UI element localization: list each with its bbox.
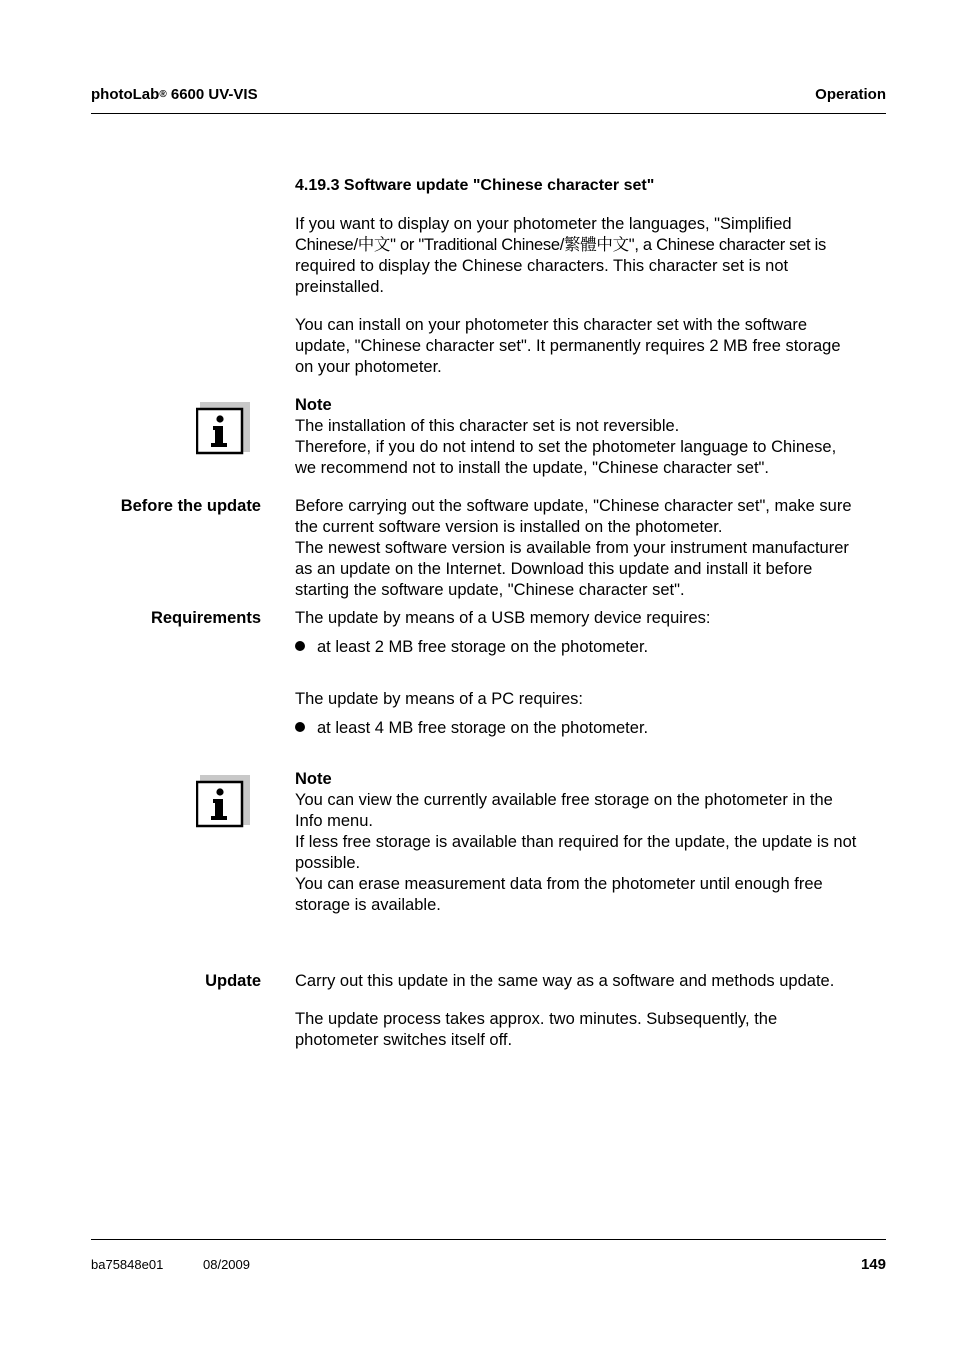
section-title: 4.19.3 Software update "Chinese character set": [295, 177, 655, 194]
bullet-icon: [295, 641, 305, 651]
text-line: preinstalled.: [295, 278, 384, 296]
text-line: required to display the Chinese characters. This character set is not: [295, 257, 789, 275]
text-line: possible.: [295, 854, 361, 872]
header-rule: [91, 113, 886, 114]
footer-date: 08/2009: [203, 1257, 250, 1272]
header-product: [91, 86, 258, 103]
text-line: The newest software version is available from your instrument manufacturer: [295, 539, 849, 557]
note-title: Note: [295, 770, 332, 788]
registered-mark: ®: [159, 89, 167, 100]
text-line: as an update on the Internet. Download this update and install it before: [295, 560, 813, 578]
footer-rule: [91, 1239, 886, 1240]
text-line: Therefore, if you do not intend to set the photometer language to Chinese,: [295, 438, 837, 456]
list-item-text: at least 4 MB free storage on the photometer.: [317, 719, 649, 737]
header-section: Operation: [815, 86, 886, 103]
text-line: The installation of this character set is not reversible.: [295, 417, 680, 435]
info-icon: [196, 402, 250, 456]
update-paragraph-2: [295, 1009, 887, 1051]
text-line: Chinese/中文" or "Traditional Chinese/繁體中文", a Chinese character set is: [295, 236, 826, 254]
update-label: Update: [205, 972, 261, 990]
list-item: [295, 718, 648, 739]
requirements-label: Requirements: [150, 609, 261, 627]
text-line: You can install on your photometer this character set with the software: [295, 316, 808, 334]
text-line: Before carrying out the software update, "Chinese character set", make sure: [295, 497, 852, 515]
before-update-label: Before the update: [120, 497, 261, 515]
intro-paragraph-1: [295, 214, 887, 298]
text-line: on your photometer.: [295, 358, 442, 376]
text-line: we recommend not to install the update, "Chinese character set".: [295, 459, 769, 477]
note-1: [295, 395, 887, 479]
text-line: You can erase measurement data from the photometer until enough free: [295, 875, 823, 893]
text-line: You can view the currently available free storage on the photometer in the: [295, 791, 833, 809]
text-line: starting the software update, "Chinese character set".: [295, 581, 685, 599]
text-line: update, "Chinese character set". It permanently requires 2 MB free storage: [295, 337, 841, 355]
before-update-text: [295, 496, 887, 601]
text-line: storage is available.: [295, 896, 441, 914]
text-line: the current software version is installed on the photometer.: [295, 518, 723, 536]
note-2: [295, 769, 887, 916]
list-item: [295, 637, 648, 658]
page-number: 149: [860, 1256, 886, 1273]
note-title: Note: [295, 396, 332, 414]
footer-doc-id: ba75848e01: [91, 1257, 164, 1272]
text-line: If you want to display on your photometer the languages, "Simplified: [295, 215, 792, 233]
bullet-icon: [295, 722, 305, 732]
intro-paragraph-2: [295, 315, 887, 378]
requirements-usb-intro: The update by means of a USB memory device requires:: [295, 609, 711, 627]
header-product-name: photoLab: [91, 86, 160, 103]
text-line: Info menu.: [295, 812, 373, 830]
header-product-model: 6600 UV-VIS: [166, 86, 258, 103]
text-line: photometer switches itself off.: [295, 1031, 513, 1049]
update-paragraph-1: Carry out this update in the same way as a software and methods update.: [295, 972, 835, 990]
text-line: If less free storage is available than required for the update, the update is not: [295, 833, 857, 851]
requirements-pc-intro: The update by means of a PC requires:: [295, 690, 583, 708]
info-icon: [196, 775, 250, 829]
text-line: The update process takes approx. two minutes. Subsequently, the: [295, 1010, 778, 1028]
list-item-text: at least 2 MB free storage on the photometer.: [317, 638, 649, 656]
